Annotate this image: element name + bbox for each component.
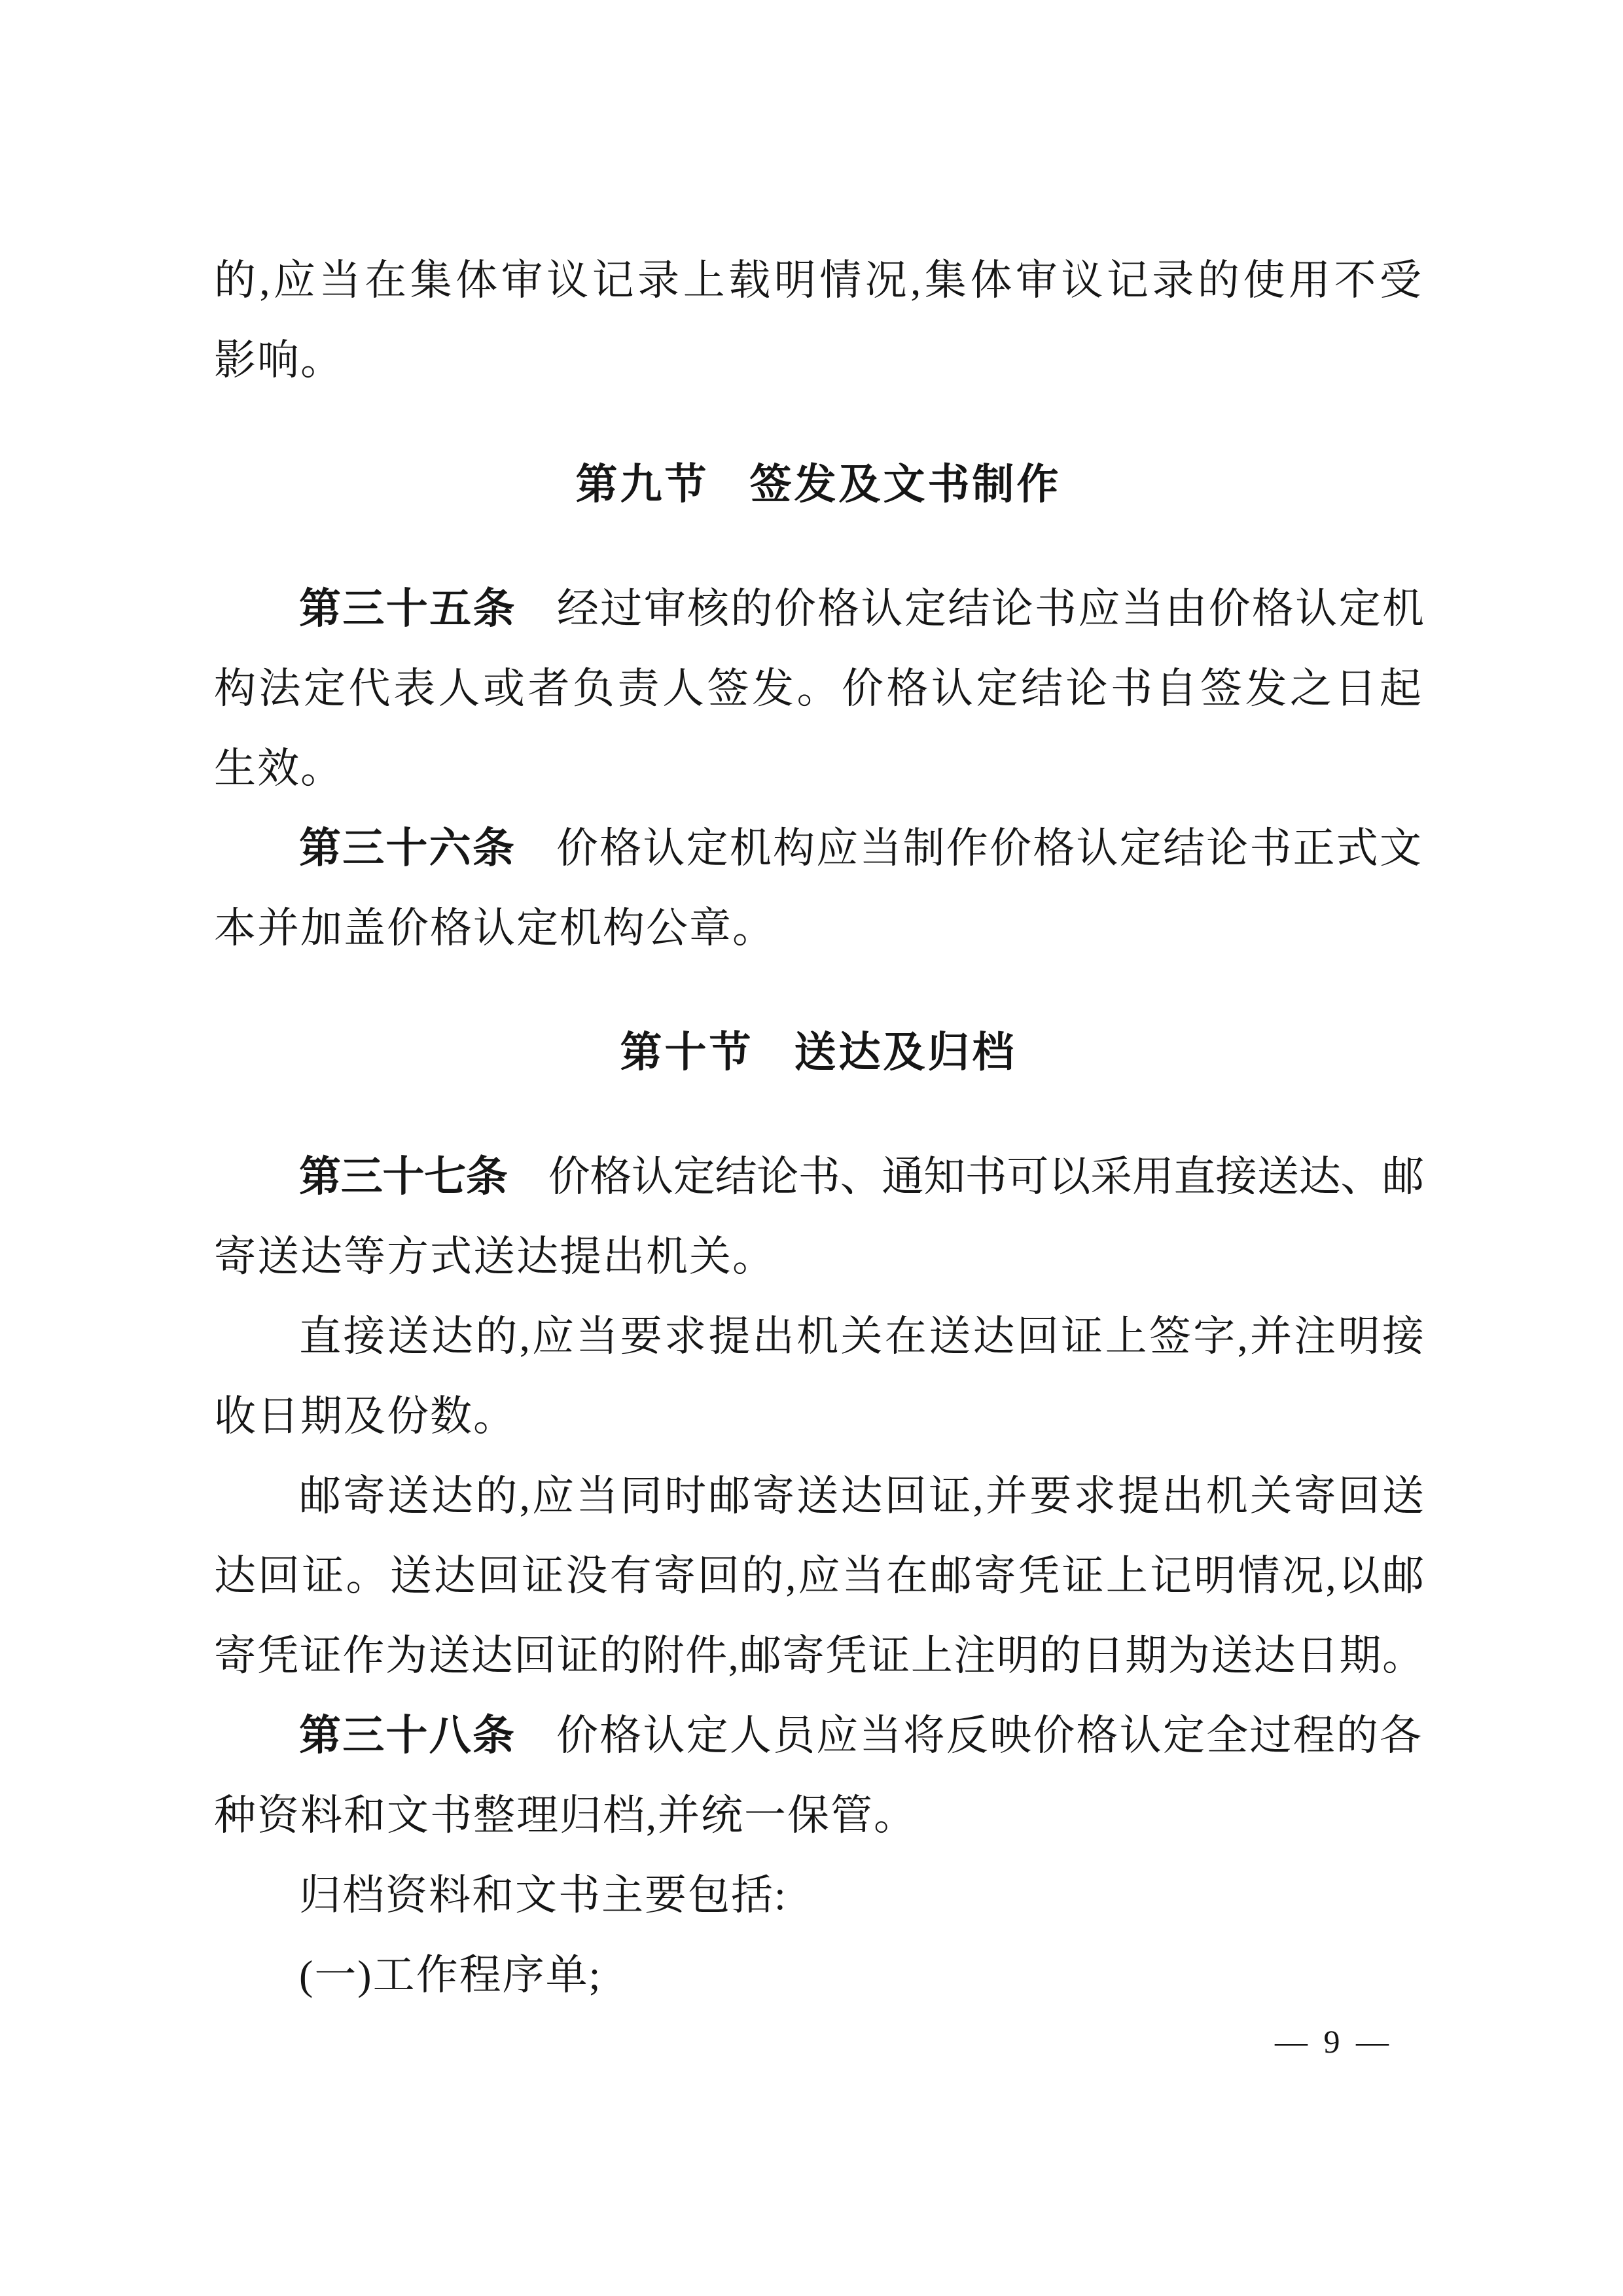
section-10-number: 第十节 <box>620 1029 754 1076</box>
article-35-line: 生效。 <box>214 745 344 792</box>
article-36-line <box>214 809 1423 889</box>
article-38-line: 种资料和文书整理归档,并统一保管。 <box>214 1792 917 1839</box>
article-38-line <box>214 1696 1423 1776</box>
section-9-number: 第九节 <box>575 461 709 508</box>
article-38-text: 价格认定人员应当将反映价格认定全过程的各 <box>556 1712 1423 1759</box>
article-36-number: 第三十六条 <box>299 825 516 872</box>
article-37-line: 邮寄送达的,应当同时邮寄送达回证,并要求提出机关寄回送 <box>299 1473 1423 1519</box>
article-36-text: 价格认定机构应当制作价格认定结论书正式文 <box>556 825 1423 872</box>
article-38-list-item-1: (一)工作程序单; <box>299 1952 602 1998</box>
article-35-line <box>214 569 1423 649</box>
article-37-line <box>214 1137 1423 1217</box>
section-10-title: 送达及归档 <box>794 1029 1017 1076</box>
section-9-heading <box>214 445 1423 525</box>
paragraph-continuation-line: 影响。 <box>214 337 344 383</box>
article-35-number: 第三十五条 <box>299 586 516 632</box>
article-38-number: 第三十八条 <box>299 1712 516 1759</box>
article-37-line: 寄凭证作为送达回证的附件,邮寄凭证上注明的日期为送达日期。 <box>214 1633 1423 1679</box>
section-10-heading <box>214 1013 1423 1093</box>
article-37-number: 第三十七条 <box>299 1154 508 1200</box>
page-number: — 9 — <box>1275 2023 1393 2060</box>
article-37-line: 收日期及份数。 <box>214 1393 516 1439</box>
article-36-line: 本并加盖价格认定机构公章。 <box>214 905 776 951</box>
article-37-line: 寄送达等方式送达提出机关。 <box>214 1233 776 1280</box>
article-37-line: 直接送达的,应当要求提出机关在送达回证上签字,并注明接 <box>299 1313 1423 1360</box>
paragraph-continuation-line: 的,应当在集体审议记录上载明情况,集体审议记录的使用不受 <box>214 257 1423 304</box>
article-35-line: 构法定代表人或者负责人签发。价格认定结论书自签发之日起 <box>214 665 1423 712</box>
section-9-title: 签发及文书制作 <box>749 461 1061 508</box>
article-37-line: 达回证。送达回证没有寄回的,应当在邮寄凭证上记明情况,以邮 <box>214 1553 1423 1599</box>
article-38-line: 归档资料和文书主要包括: <box>299 1872 787 1918</box>
article-35-text: 经过审核的价格认定结论书应当由价格认定机 <box>556 586 1423 632</box>
article-37-text: 价格认定结论书、通知书可以采用直接送达、邮 <box>548 1154 1423 1200</box>
